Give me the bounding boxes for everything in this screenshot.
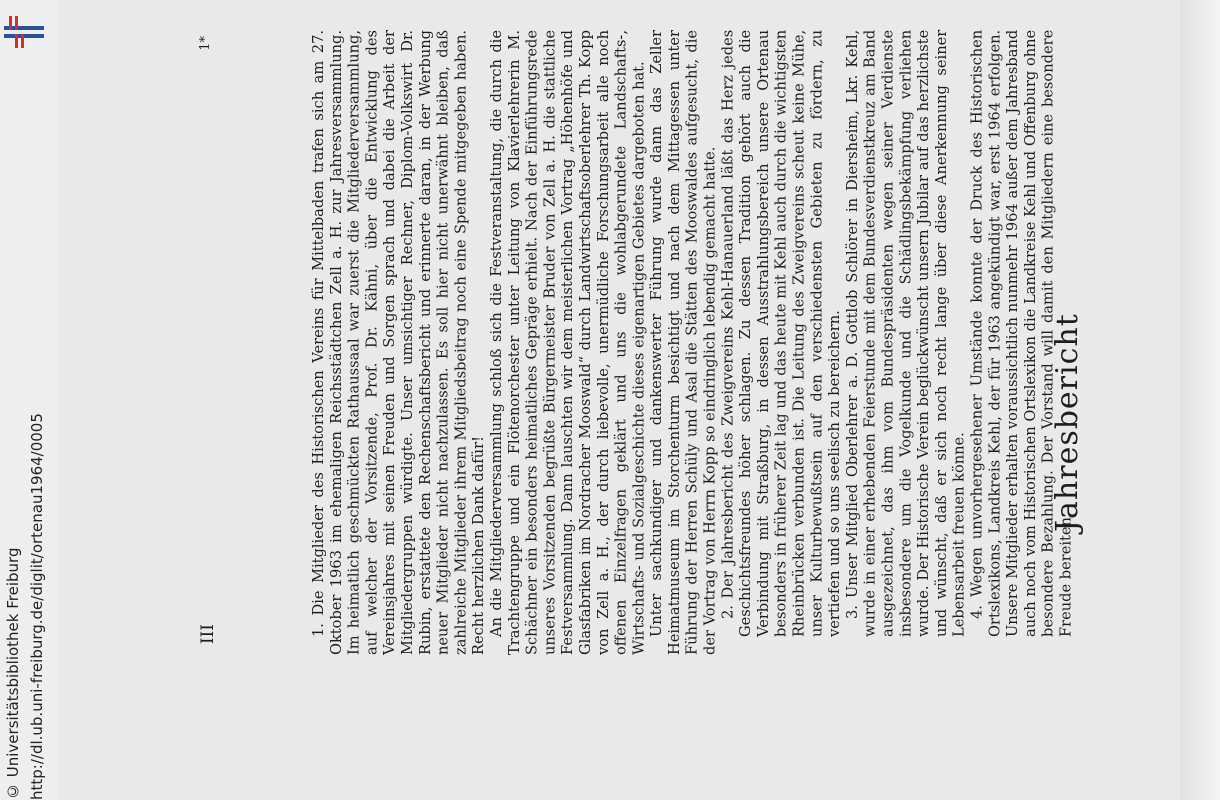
- paragraph-4: 2. Der Jahresbericht des Zweigvereins Kehl-Hanauerland läßt das Herz jedes Geschichtsfreundes höher schlagen. Zu dessen Tradition gehört auch die Verbindung mit Straßburg, in dessen Ausstrahlungsbereich unsere Ortenau besonders in früherer Zeit lag und das heute mit Kehl auch durch die wichtigsten Rheinbrücken verbunden ist. Die Leitung des Zweigvereins scheut keine Mühe, unser Kulturbewußtsein auf den verschiedensten Gebieten zu fördern, zu vertiefen und so uns seelisch zu bereichern.: [719, 30, 844, 638]
- document-url[interactable]: http://dl.ub.uni-freiburg.de/diglit/ortenau1964/0005: [28, 413, 46, 800]
- page-title: Jahresbericht: [1050, 313, 1085, 532]
- paragraph-5: 3. Unser Mitglied Oberlehrer a. D. Gottlob Schlörer in Diersheim, Lkr. Kehl, wurde in einer erhebenden Feierstunde mit dem Bundesverdienstkreuz am Band ausgezeichnet, das ihm vom Bundespräsidenten wegen seiner Verdienste insbesondere um die Vogelkunde und die Schädlingsbekämpfung verliehen wurde. Der Historische Verein beglückwünscht unsern Jubilar auf das herzlichste und wünscht, daß er sich noch recht lange über diese Anerkennung seiner Lebensarbeit freuen könne.: [843, 30, 968, 638]
- viewer-sidebar: [0, 0, 58, 800]
- copyright-notice: © Universitätsbibliothek Freiburg: [4, 547, 22, 800]
- paragraph-2: An die Mitgliederversammlung schloß sich die Festveranstaltung, die durch die Trachtengruppe und ein Flötenorchester unter Leitung von Klavierlehrerin M. Schächner ein besonders heimatliches Gepräge erhielt. Nach der Einführungsrede unseres Vorsitzenden begrüßte Bürgermeister Bruder von Zell a. H. die stattliche Festversammlung. Dann lauschten wir dem meisterlichen Vortrag „Höhenhöfe und Glasfabriken im Nordracher Mooswald“ durch Landwirtschaftsoberlehrer Th. Kopp von Zell a. H., der durch liebevolle, unermüdliche Forschungsarbeit alle noch offenen Einzelfragen geklärt und uns die wohlabgerundete Landschafts-, Wirtschafts- und Sozialgeschichte dieses eigenartigen Gebietes dargeboten hat.: [487, 30, 648, 655]
- scanned-page: [58, 0, 1220, 800]
- page-edge: [1180, 0, 1220, 800]
- paragraph-6: 4. Wegen unvorhergesehener Umstände konnte der Druck des Historischen Ortslexikons, Landkreis Kehl, der für 1963 angekündigt war, erst 1964 erfolgen. Unsere Mitglieder erhalten voraussichtlich nunmehr 1964 außer dem Jahresband auch noch vom Historischen Ortslexikon die Landkreise Kehl und Offenburg ohne besondere Bezahlung. Der Vorstand will damit den Mitgliedern eine besondere Freude bereiten.: [968, 30, 1075, 638]
- paragraph-3: Unter sachkundiger und dankenswerter Führung wurde dann das Zeller Heimatmuseum im Storchenturm besichtigt und nach dem Mittagessen unter Führung der Herren Schüly und Asal die Stätten des Mooswaldes aufgesucht, die der Vortrag von Herrn Kopp so eindringlich lebendig gemacht hatte.: [648, 30, 719, 655]
- body-text: [310, 30, 1075, 655]
- page-number: III: [198, 624, 218, 645]
- paragraph-1: 1. Die Mitglieder des Historischen Vereins für Mittelbaden trafen sich am 27. Oktober 1963 im ehemaligen Reichsstädtchen Zell a. H. zur Jahresversammlung. Im heimatlich geschmückten Rathaussaal war zuerst die Mitgliederversammlung, auf welcher der Vorsitzende, Prof. Dr. Kähni, über die Entwicklung des Vereinsjahres mit seinen Freuden und Sorgen sprach und dabei die Arbeit der Mitgliedergruppen würdigte. Unser umsichtiger Rechner, Diplom-Volkswirt Dr. Rubin, erstattete den Rechenschaftsbericht und erinnerte daran, in der Werbung neuer Mitglieder nicht nachzulassen. Es soll hier nicht unerwähnt bleiben, daß zahlreiche Mitglieder ihrem Mitgliedsbeitrag noch eine Spende mitgegeben haben. Recht herzlichen Dank dafür!: [310, 30, 488, 655]
- signature-mark: 1*: [198, 36, 213, 51]
